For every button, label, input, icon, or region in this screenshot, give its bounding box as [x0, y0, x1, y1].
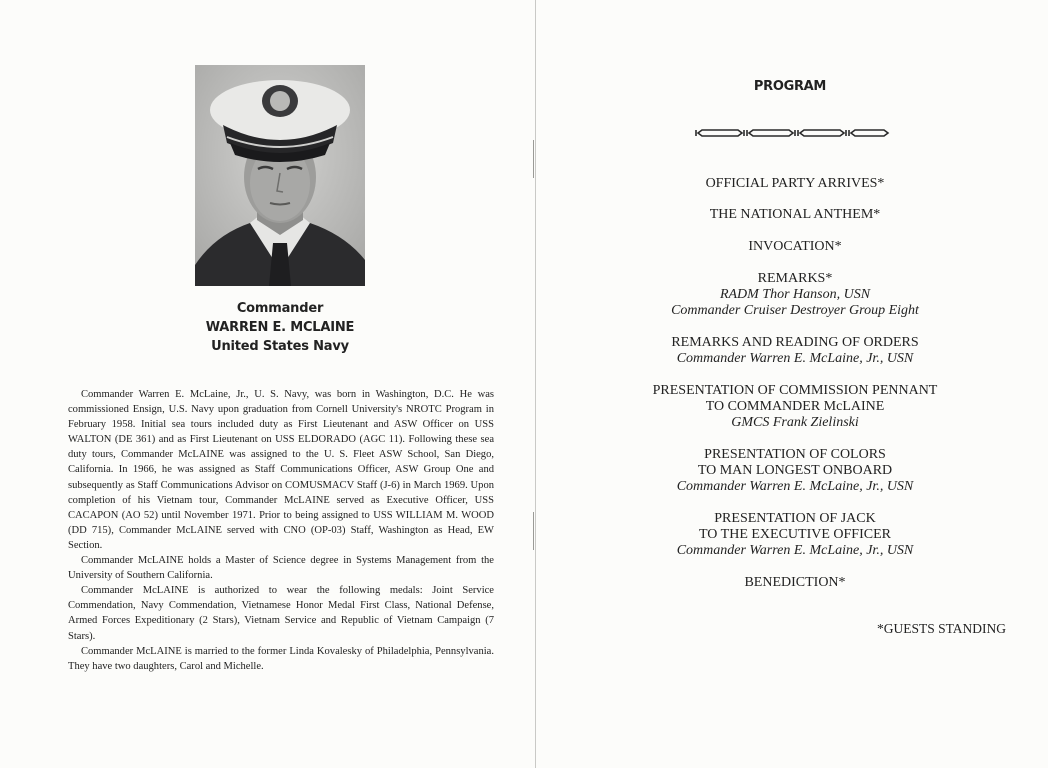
presenter: Commander Warren E. McLaine, Jr., USN: [676, 543, 914, 558]
bio-paragraph: Commander McLAINE is married to the former Linda Kovalesky of Philadelphia, Pennsylvania. They have two daughters, Carol and Michelle.: [68, 645, 494, 672]
speaker: RADM Thor Hanson, USN: [719, 287, 871, 302]
officer-service: United States Navy: [211, 339, 349, 354]
guests-standing-footnote: *GUESTS STANDING: [877, 621, 1007, 636]
program-item-commission-pennant: PRESENTATION OF COMMISSION PENNANT TO COMMANDER McLAINE GMCS Frank Zielinski: [580, 383, 1010, 431]
officer-portrait-photo: [195, 65, 365, 286]
page-fold: [535, 0, 536, 768]
bio-paragraph: Commander McLAINE is authorized to wear the following medals: Joint Service Commendation, Navy Commendation, Vietnamese Honor Medal First Class, National Defense, Armed Forces Expeditionary (2 Stars), Vietnam Service and Republic of Vietnam Campaign (7 Stars).: [68, 585, 494, 642]
program-item-remarks: REMARKS* RADM Thor Hanson, USN Commander Cruiser Destroyer Group Eight: [580, 271, 1010, 319]
bio-paragraph: Commander McLAINE holds a Master of Science degree in Systems Management from the University of Southern California.: [68, 555, 494, 582]
presenter: GMCS Frank Zielinski: [731, 415, 859, 430]
staple-top: [533, 140, 538, 178]
program-item-official-party: OFFICIAL PARTY ARRIVES*: [705, 176, 885, 191]
program-title: PROGRAM: [753, 79, 827, 94]
speaker: Commander Warren E. McLaine, Jr., USN: [676, 351, 914, 366]
program-item-presentation-of-jack: PRESENTATION OF JACK TO THE EXECUTIVE OFFICER Commander Warren E. McLaine, Jr., USN: [580, 511, 1010, 559]
officer-rank: Commander: [236, 301, 324, 316]
officer-biography: [68, 387, 494, 674]
speaker-title: Commander Cruiser Destroyer Group Eight: [671, 303, 919, 318]
officer-name: WARREN E. MCLAINE: [205, 320, 355, 335]
bio-paragraph: Commander Warren E. McLaine, Jr., U. S. Navy, was born in Washington, D.C. He was commissioned Ensign, U.S. Navy upon graduation from Cornell University's NROTC Program in February 1958. Initial sea tours included duty as First Lieutenant and ASW Officer on USS WALTON (DE 361) and as First Lieutenant on USS ELDORADO (AGC 11). Following these sea duty tours, Commander McLAINE was assigned to the U. S. Fleet ASW School, San Diego, California. In 1966, he was assigned as Staff Communications Officer, ASW Group One and subsequently as Staff Communications Advisor on COMUSMACV Staff (J-6) in March 1969. Upon completion of his Vietnam tour, Commander McLAINE served as Executive Officer, USS CACAPON (AO 52) until November 1971. Prior to being assigned to USS WILLIAM M. WOOD (DD 715), Commander McLAINE served with CNO (OP-03) Staff, Washington as Head, EW Section.: [68, 389, 494, 551]
staple-bottom: [533, 512, 538, 550]
program-item-invocation: INVOCATION*: [748, 239, 842, 254]
presenter: Commander Warren E. McLaine, Jr., USN: [676, 479, 914, 494]
program-item-presentation-of-colors: PRESENTATION OF COLORS TO MAN LONGEST ONBOARD Commander Warren E. McLaine, Jr., USN: [580, 447, 1010, 495]
program-item-national-anthem: THE NATIONAL ANTHEM*: [709, 207, 881, 222]
ornamental-divider-icon: [694, 127, 890, 139]
program-item-benediction: BENEDICTION*: [744, 575, 846, 590]
program-item-reading-of-orders: REMARKS AND READING OF ORDERS Commander Warren E. McLaine, Jr., USN: [580, 335, 1010, 367]
officer-heading: [140, 299, 420, 356]
portrait-icon: [195, 65, 365, 286]
